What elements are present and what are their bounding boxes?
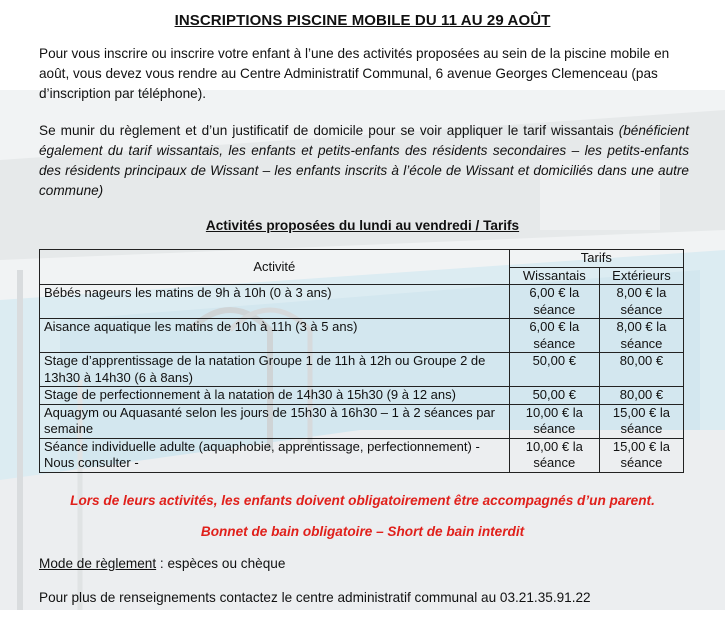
table-title: Activités proposées du lundi au vendredi / Tarifs	[205, 218, 520, 233]
price-wissantais: 50,00 €	[509, 353, 599, 387]
activity-cell: Stage de perfectionnement à la natation de 14h30 à 15h30 (9 à 12 ans)	[40, 387, 510, 405]
parent-notice: Lors de leurs activités, les enfants doivent obligatoirement être accompagnés d’un parent.	[70, 493, 655, 508]
requirements-text: Se munir du règlement et d’un justificatif de domicile pour se voir appliquer le tarif wissantais	[39, 123, 619, 138]
price-wissantais: 6,00 € la séance	[509, 319, 599, 353]
header-wissantais: Wissantais	[509, 267, 599, 285]
requirements-italic-note: (bénéficient également du tarif wissantais, les enfants et petits-enfants des résidents secondaires – les petits-enfants des résidents principaux de Wissant – les enfants inscrits à l’école de Wissant et domiciliés dans une autre commune)	[39, 123, 689, 198]
table-row	[40, 319, 684, 353]
intro-paragraph: Pour vous inscrire ou inscrire votre enfant à l’une des activités proposées au sein de la piscine mobile en août, vous devez vous rendre au Centre Administratif Communal, 6 avenue Georges Clemenceau (pas d’inscription par téléphone).	[39, 46, 670, 101]
activity-cell: Séance individuelle adulte (aquaphobie, apprentissage, perfectionnement) - Nous consulter -	[40, 438, 510, 472]
header-tarifs: Tarifs	[509, 250, 683, 268]
price-exterieurs: 8,00 € la séance	[599, 319, 683, 353]
contact-line: Pour plus de renseignements contactez le centre administratif communal au 03.21.35.91.22	[39, 590, 591, 605]
swimwear-notice: Bonnet de bain obligatoire – Short de bain interdit	[200, 524, 525, 539]
price-exterieurs: 8,00 € la séance	[599, 285, 683, 319]
price-wissantais: 10,00 € la séance	[509, 438, 599, 472]
table-row	[40, 285, 684, 319]
tarifs-table	[39, 249, 684, 473]
price-exterieurs: 15,00 € la séance	[599, 404, 683, 438]
activity-cell: Aquagym ou Aquasanté selon les jours de 15h30 à 16h30 – 1 à 2 séances par semaine	[40, 404, 510, 438]
activity-cell: Stage d’apprentissage de la natation Groupe 1 de 11h à 12h ou Groupe 2 de 13h30 à 14h30 (6 à 8ans)	[40, 353, 510, 387]
price-exterieurs: 80,00 €	[599, 353, 683, 387]
table-row	[40, 353, 684, 387]
payment-method	[39, 556, 285, 571]
price-exterieurs: 80,00 €	[599, 387, 683, 405]
header-exterieurs: Extérieurs	[599, 267, 683, 285]
price-wissantais: 50,00 €	[509, 387, 599, 405]
table-header-row	[40, 250, 684, 268]
price-wissantais: 6,00 € la séance	[509, 285, 599, 319]
page-title: INSCRIPTIONS PISCINE MOBILE DU 11 AU 29 AOÛT	[174, 12, 551, 29]
price-wissantais: 10,00 € la séance	[509, 404, 599, 438]
header-activity: Activité	[40, 250, 510, 285]
activity-cell: Bébés nageurs les matins de 9h à 10h (0 à 3 ans)	[40, 285, 510, 319]
payment-label: Mode de règlement	[39, 556, 157, 571]
table-row	[40, 387, 684, 405]
payment-value: : espèces ou chèque	[156, 556, 286, 571]
table-row	[40, 438, 684, 472]
requirements-paragraph	[39, 121, 689, 201]
price-exterieurs: 15,00 € la séance	[599, 438, 683, 472]
table-row	[40, 404, 684, 438]
activity-cell: Aisance aquatique les matins de 10h à 11h (3 à 5 ans)	[40, 319, 510, 353]
